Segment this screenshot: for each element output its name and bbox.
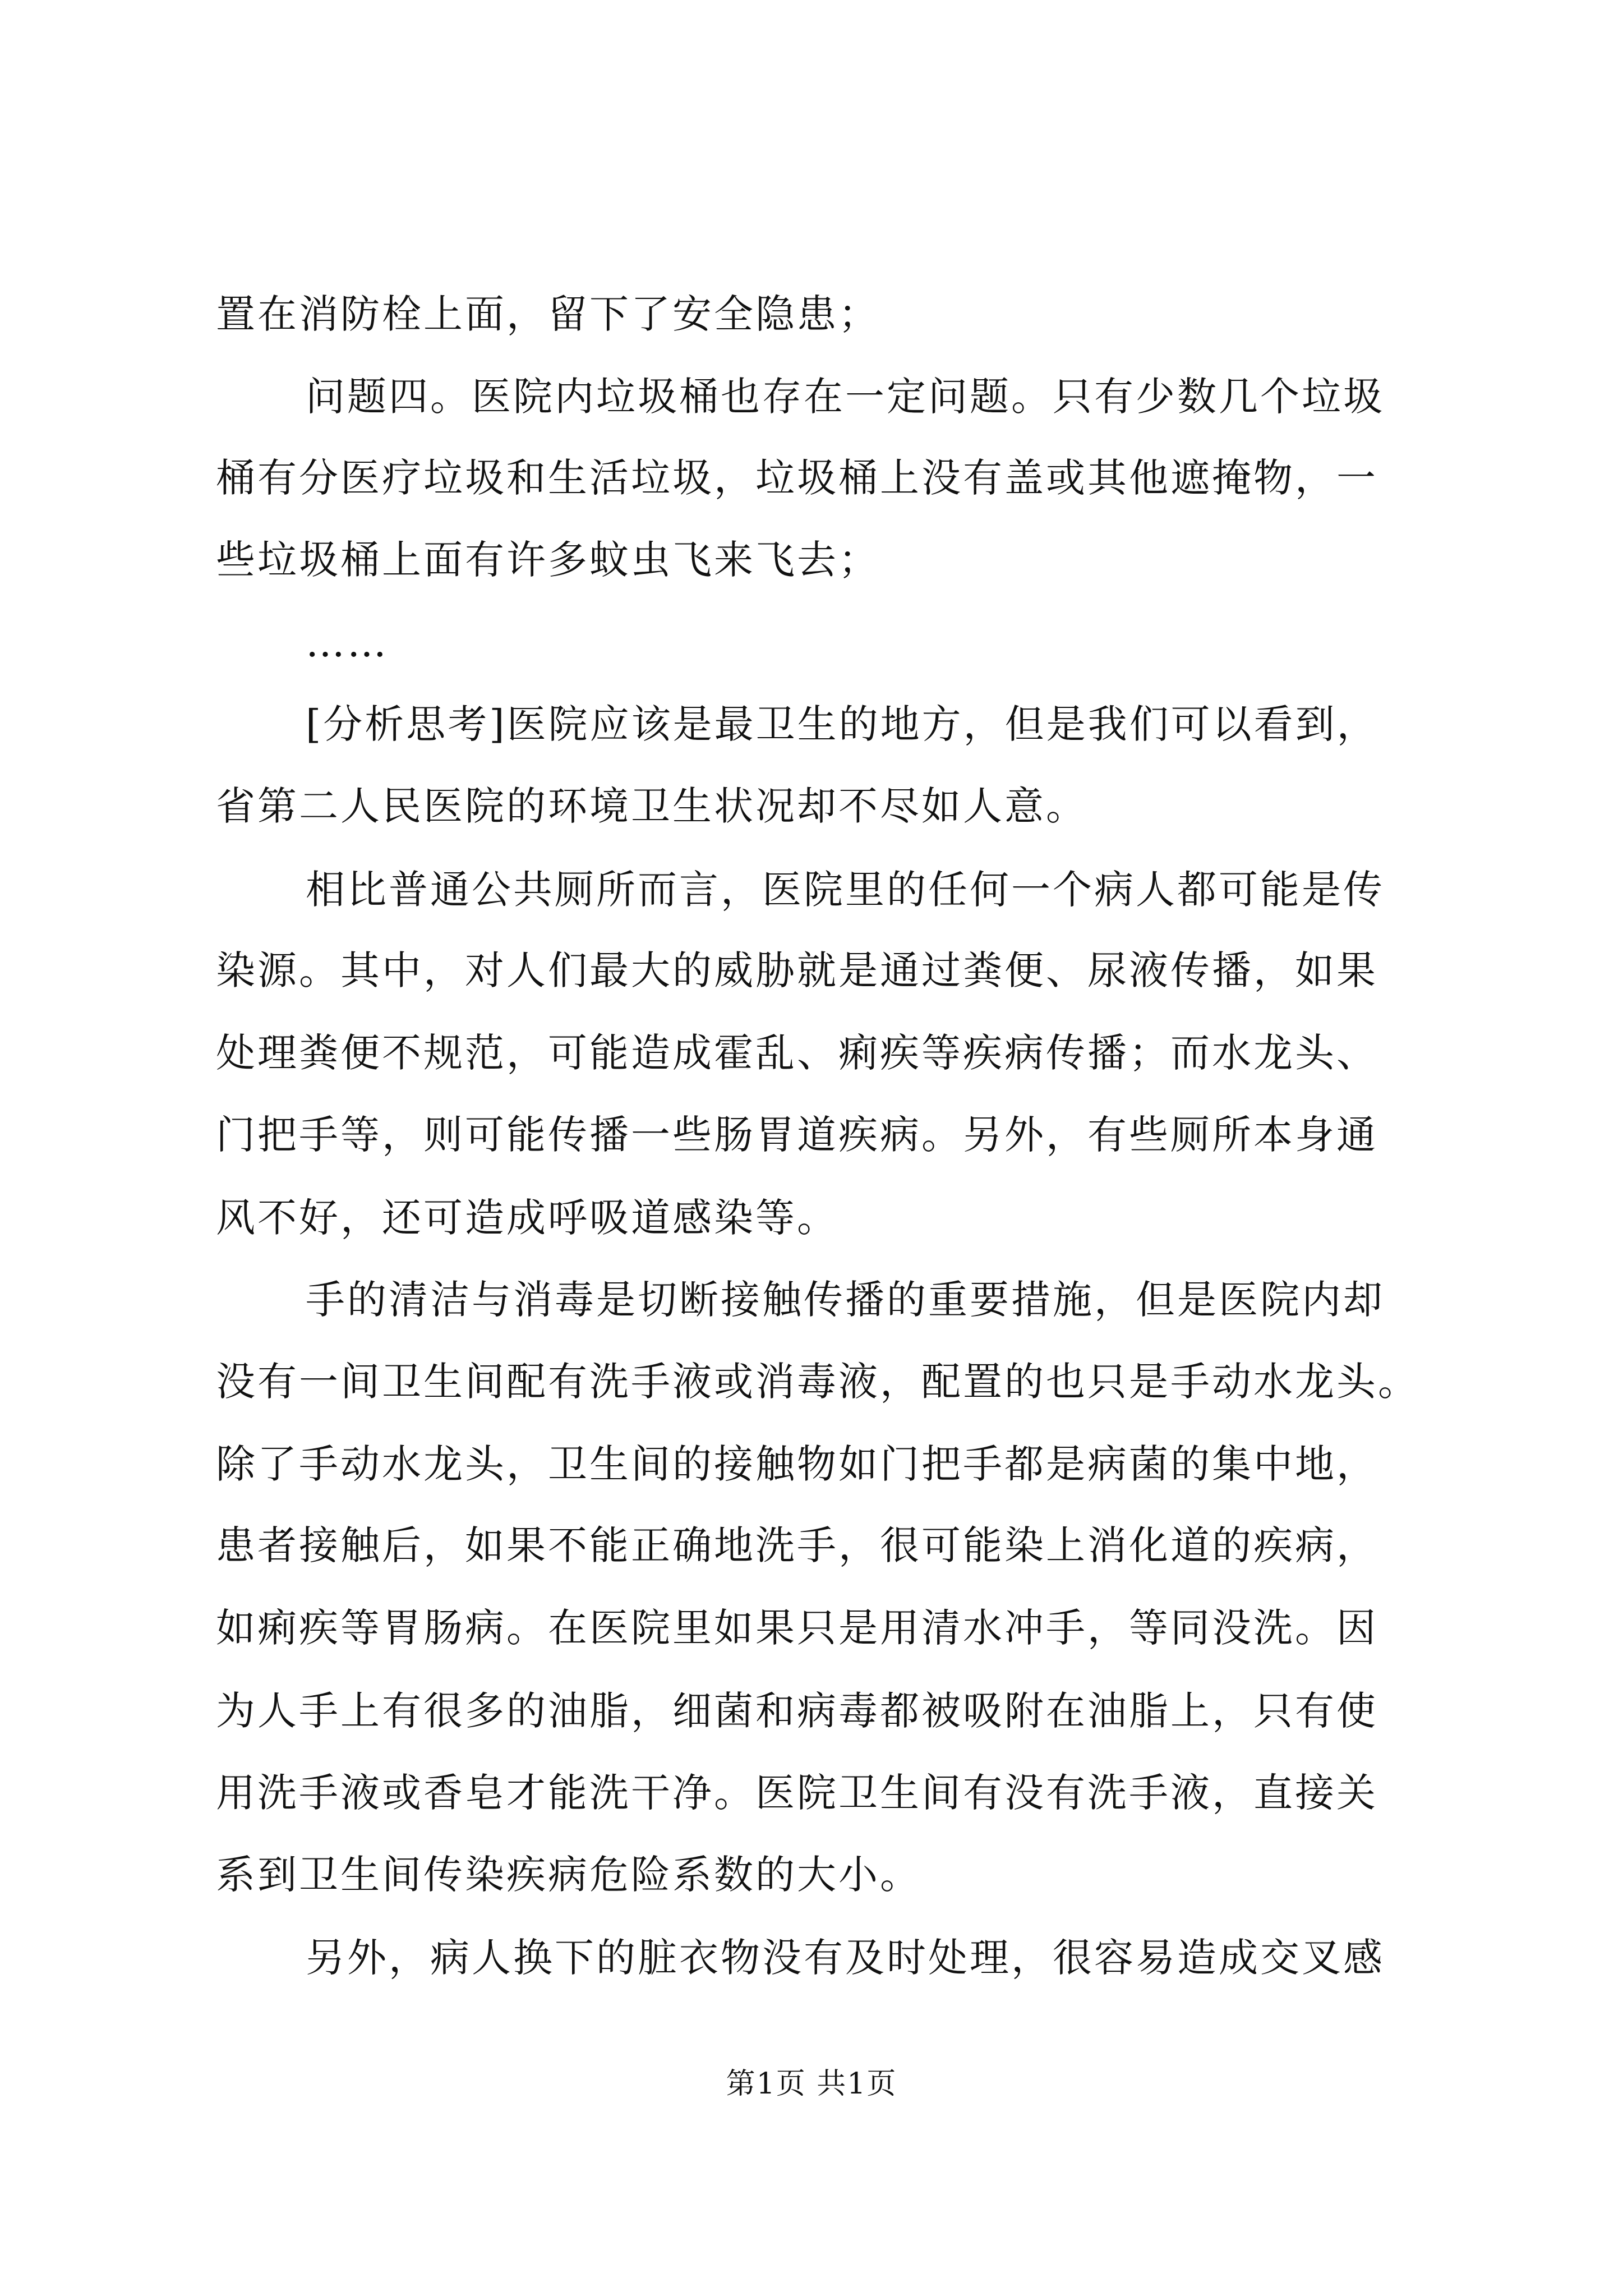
text-line: 系到卫生间传染疾病危险系数的大小。: [216, 1852, 921, 1898]
text-line: 省第二人民医院的环境卫生状况却不尽如人意。: [216, 783, 1087, 829]
text-line: 用洗手液或香皂才能洗干净。医院卫生间有没有洗手液，直接关: [216, 1770, 1378, 1816]
text-line: 除了手动水龙头，卫生间的接触物如门把手都是病菌的集中地，: [216, 1441, 1378, 1487]
text-line: 为人手上有很多的油脂，细菌和病毒都被吸附在油脂上，只有使: [216, 1688, 1378, 1734]
text-line: 患者接触后，如果不能正确地洗手，很可能染上消化道的疾病，: [216, 1522, 1378, 1568]
text-line: 另外，病人换下的脏衣物没有及时处理，很容易造成交叉感: [306, 1935, 1385, 1981]
text-line: 门把手等，则可能传播一些肠胃道疾病。另外，有些厕所本身通: [216, 1112, 1378, 1158]
text-line: 如痢疾等胃肠病。在医院里如果只是用清水冲手，等同没洗。因: [216, 1605, 1378, 1651]
text-line: 风不好，还可造成呼吸道感染等。: [216, 1195, 838, 1241]
text-line: 桶有分医疗垃圾和生活垃圾，垃圾桶上没有盖或其他遮掩物，一: [216, 455, 1378, 501]
text-line: [分析思考]医院应该是最卫生的地方，但是我们可以看到，: [306, 701, 1378, 747]
text-line: 相比普通公共厕所而言，医院里的任何一个病人都可能是传: [306, 867, 1385, 913]
page-footer: 第1页 共1页: [726, 2067, 897, 2101]
text-line: 处理粪便不规范，可能造成霍乱、痢疾等疾病传播；而水龙头、: [216, 1030, 1378, 1076]
text-line: 手的清洁与消毒是切断接触传播的重要措施，但是医院内却: [306, 1277, 1385, 1323]
text-line: ……: [306, 620, 389, 666]
text-line: 没有一间卫生间配有洗手液或消毒液，配置的也只是手动水龙头。: [216, 1359, 1419, 1405]
text-line: 问题四。医院内垃圾桶也存在一定问题。只有少数几个垃圾: [306, 374, 1385, 420]
text-line: 染源。其中，对人们最大的威胁就是通过粪便、尿液传播，如果: [216, 947, 1378, 993]
text-line: 些垃圾桶上面有许多蚊虫飞来飞去；: [216, 537, 880, 583]
text-line: 置在消防栓上面，留下了安全隐患；: [216, 291, 880, 337]
